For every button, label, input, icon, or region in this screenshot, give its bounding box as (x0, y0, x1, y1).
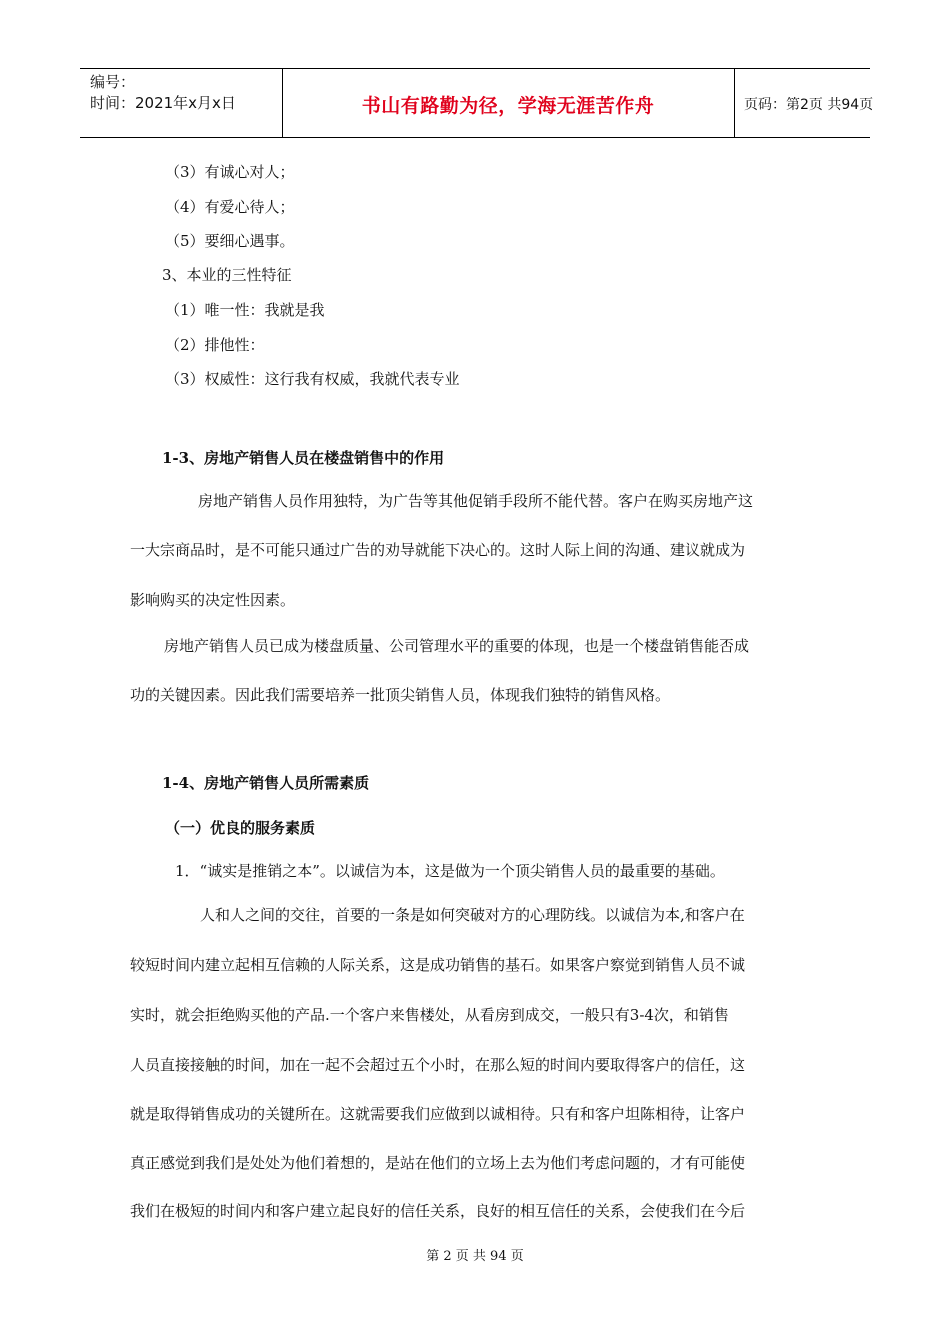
paragraph-line: 较短时间内建立起相互信赖的人际关系，这是成功销售的基石。如果客户察觉到销售人员不诚 (130, 956, 746, 974)
paragraph-line: 功的关键因素。因此我们需要培养一批顶尖销售人员，体现我们独特的销售风格。 (130, 686, 671, 704)
section-heading: 3、本业的三性特征 (162, 266, 292, 284)
page-header (80, 68, 874, 138)
header-motto-cell (282, 69, 735, 137)
paragraph-line: 实时，就会拒绝购买他的产品.一个客户来售楼处，从看房到成交，一般只有3-4次，和销售 (130, 1006, 729, 1024)
paragraph-line: 人和人之间的交往，首要的一条是如何突破对方的心理防线。以诚信为本,和客户在 (200, 906, 745, 924)
paragraph-line: 真正感觉到我们是处处为他们着想的，是站在他们的立场上去为他们考虑问题的，才有可能使 (130, 1154, 746, 1172)
section-heading-1-3: 1-3、房地产销售人员在楼盘销售中的作用 (162, 449, 445, 467)
list-item: （2）排他性： (165, 336, 265, 354)
sub-heading: （一）优良的服务素质 (165, 819, 316, 837)
paragraph-line: 房地产销售人员已成为楼盘质量、公司管理水平的重要的体现，也是一个楼盘销售能否成 (164, 637, 750, 655)
list-item: （5）要细心遇事。 (165, 232, 295, 250)
page-footer: 第 2 页 共 94 页 (426, 1249, 524, 1264)
paragraph-line: 一大宗商品时，是不可能只通过广告的劝导就能下决心的。这时人际上间的沟通、建议就成为 (130, 541, 746, 559)
list-item: （4）有爱心待人； (165, 198, 295, 216)
motto: 书山有路勤为径，学海无涯苦作舟 (361, 95, 655, 117)
list-item: 1．“诚实是推销之本”。以诚信为本，这是做为一个顶尖销售人员的最重要的基础。 (175, 862, 725, 880)
number-label: 编号： (90, 73, 136, 91)
time-label: 时间：2021年x月x日 (90, 94, 236, 112)
paragraph-line: 人员直接接触的时间，加在一起不会超过五个小时，在那么短的时间内要取得客户的信任，这 (130, 1056, 746, 1074)
list-item: （3）权威性：这行我有权威，我就代表专业 (165, 370, 460, 388)
paragraph-line: 我们在极短的时间内和客户建立起良好的信任关系，良好的相互信任的关系，会使我们在今后 (130, 1202, 746, 1220)
header-page-label: 页码：第2页 共94页 (744, 97, 874, 113)
paragraph-line: 房地产销售人员作用独特，为广告等其他促销手段所不能代替。客户在购买房地产这 (198, 492, 754, 510)
list-item: （1）唯一性：我就是我 (165, 301, 325, 319)
list-item: （3）有诚心对人； (165, 163, 295, 181)
header-page-cell (734, 69, 874, 137)
paragraph-line: 就是取得销售成功的关键所在。这就需要我们应做到以诚相待。只有和客户坦陈相待，让客户 (130, 1105, 746, 1123)
section-heading-1-4: 1-4、房地产销售人员所需素质 (162, 774, 370, 792)
header-info-cell (80, 69, 283, 137)
paragraph-line: 影响购买的决定性因素。 (130, 591, 296, 609)
